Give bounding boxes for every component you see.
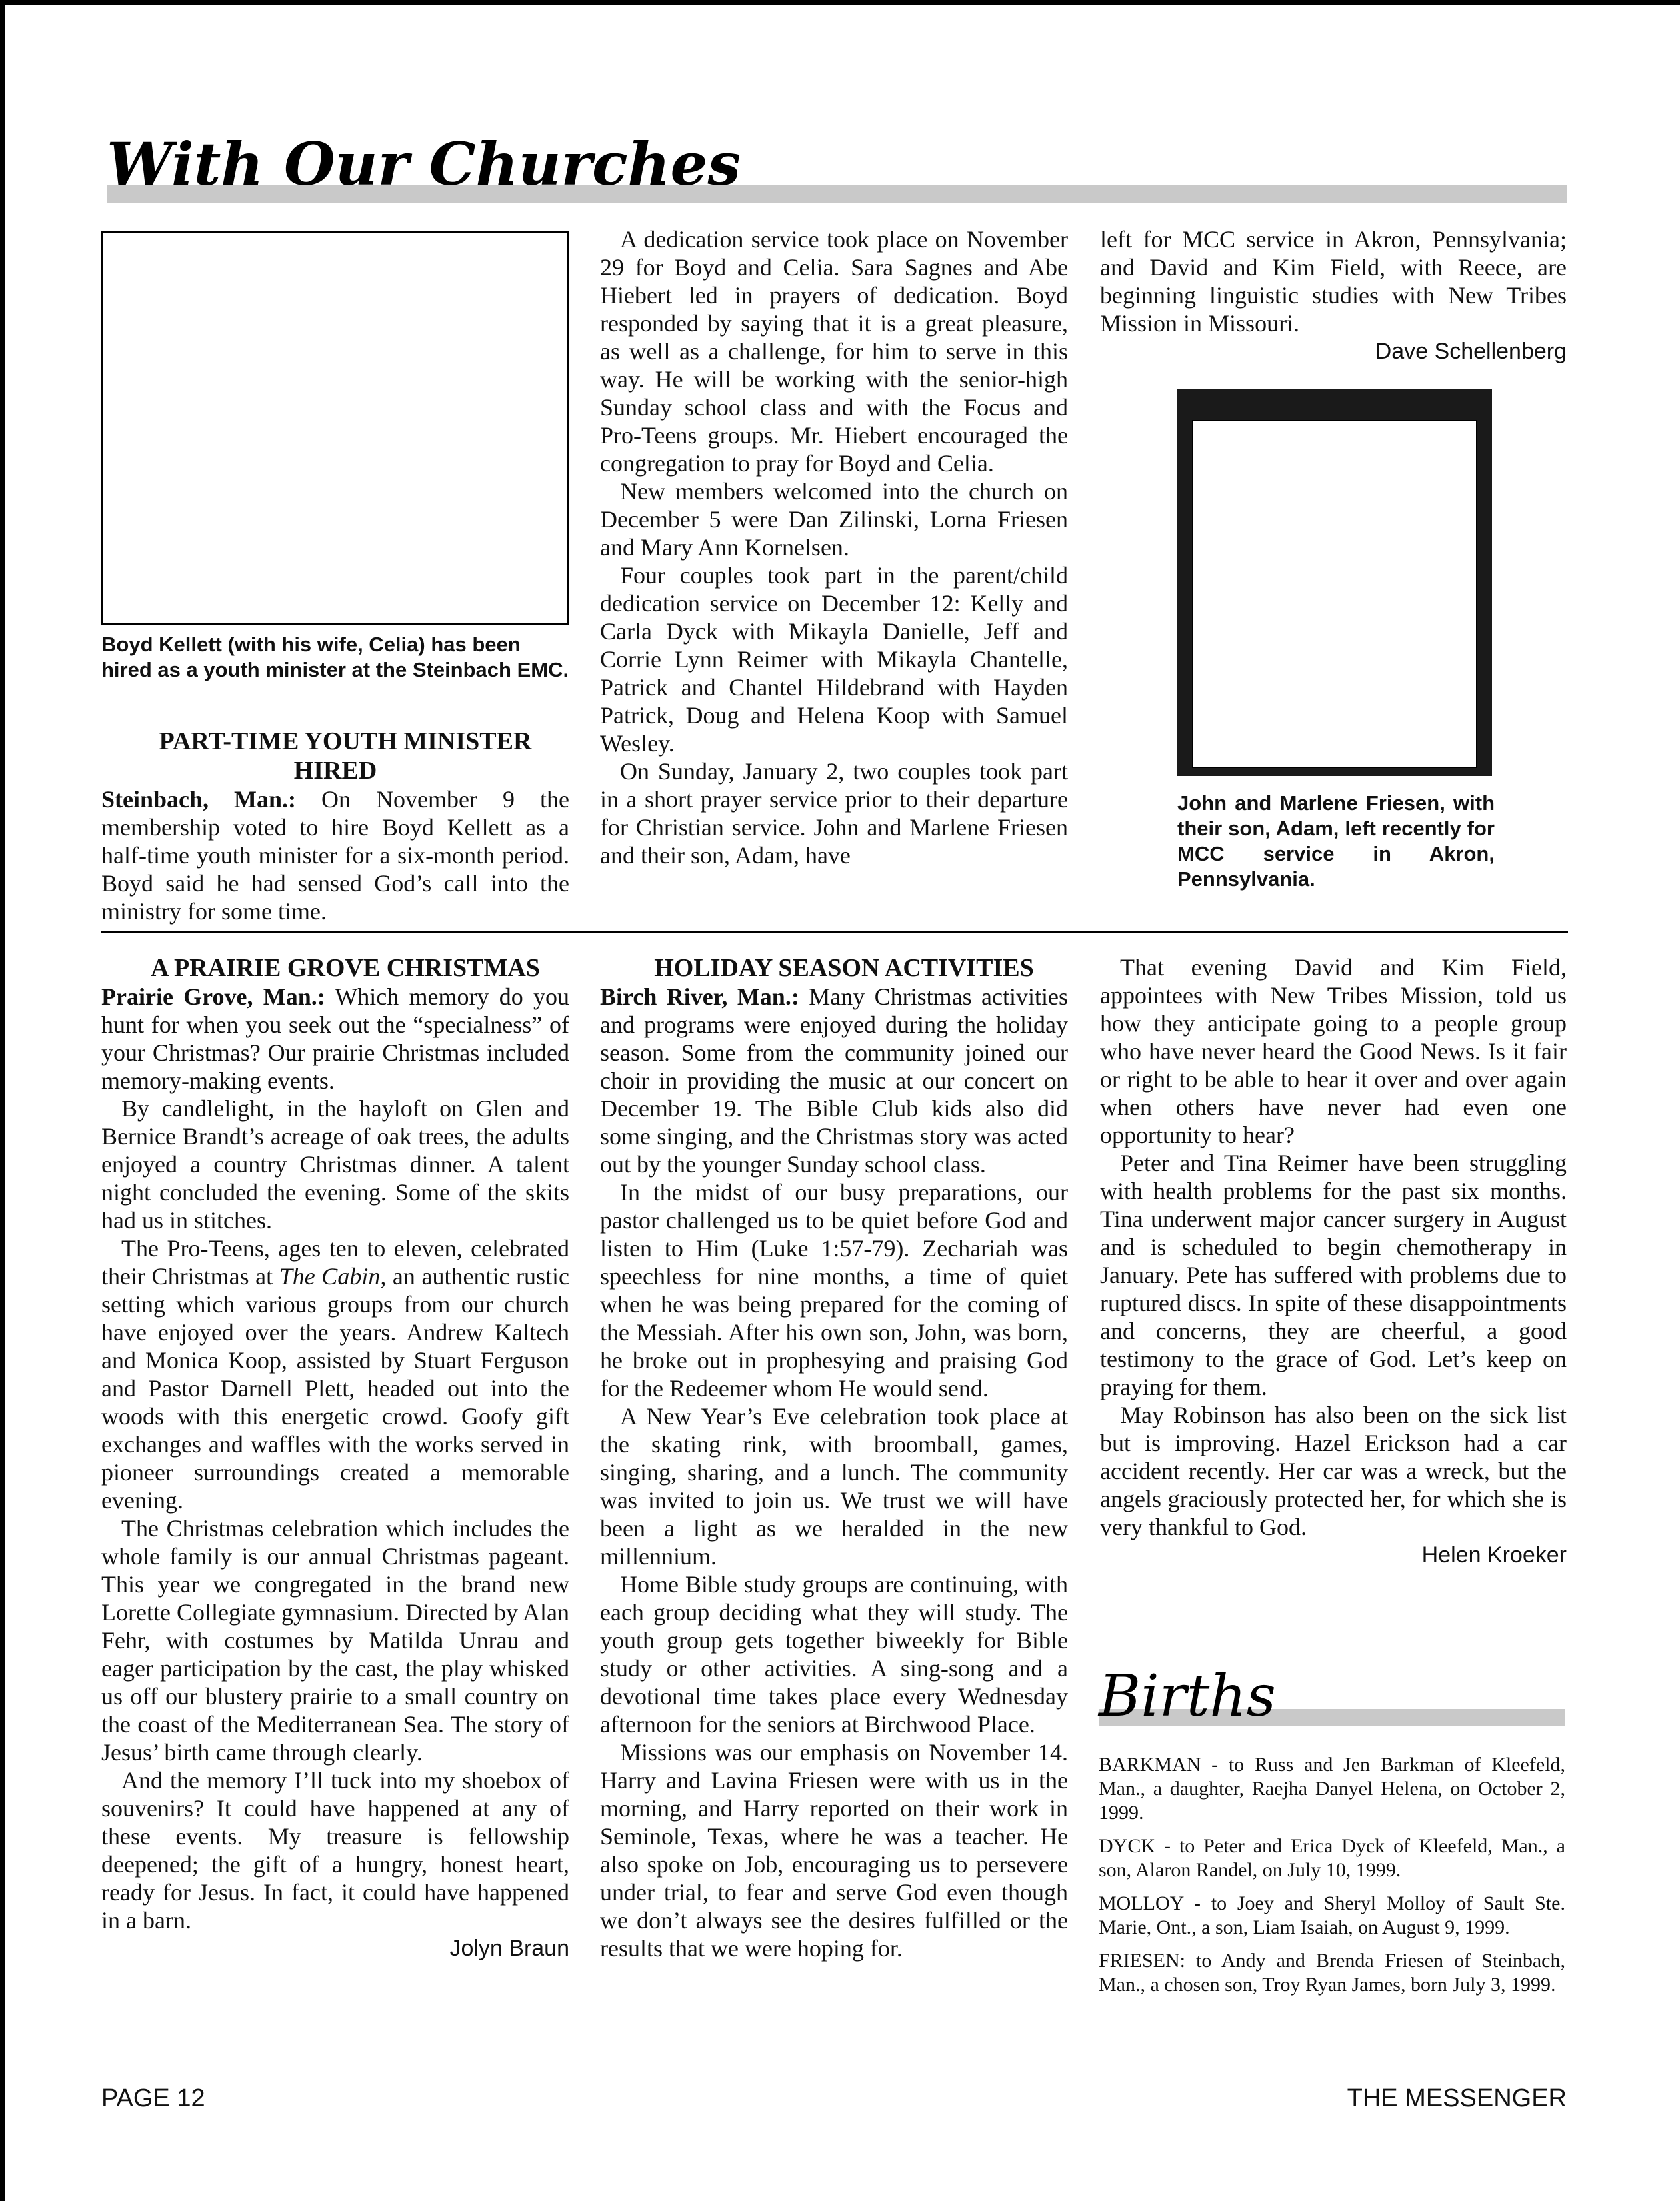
births-title: Births (1099, 1663, 1276, 1730)
photo2-inner (1192, 420, 1477, 768)
article2-p3 (101, 1234, 569, 1514)
birth-entry: DYCK - to Peter and Erica Dyck of Kleefeld, Man., a son, Alaron Randel, on July 10, 1999. (1099, 1835, 1565, 1881)
photo2-caption: John and Marlene Friesen, with their son, Adam, left recently for MCC service in Akron, Pennsylvania. (1177, 791, 1495, 891)
birth-entry: MOLLOY - to Joey and Sheryl Molloy of Sault Ste. Marie, Ont., a son, Liam Isaiah, on August 9, 1999. (1099, 1892, 1565, 1938)
birth-entry: BARKMAN - to Russ and Jen Barkman of Kleefeld, Man., a daughter, Raejha Danyel Helena, on October 2, 1999. (1099, 1754, 1565, 1824)
article1-p5a: On Sunday, January 2, two couples took part in a short prayer service prior to their departure for Christian service. John and Marlene Friesen and their son, Adam, have (600, 758, 1068, 869)
article2-byline: Jolyn Braun (449, 1936, 569, 1961)
article1-p2: A dedication service took place on November 29 for Boyd and Celia. Sara Sagnes and Abe Hiebert led in prayers of dedication. Boyd responded by saying that it is a great pleasure, as well as a challenge, for him to serve in this way. He will be working with the senior-high Sunday school class and with the Focus and Pro-Teens groups. Mr. Hiebert encouraged the congregation to pray for Boyd and Celia. (600, 226, 1068, 477)
page-number: PAGE 12 (101, 2084, 205, 2112)
article1-col3 (1100, 225, 1567, 365)
births-header (1099, 1660, 1565, 1733)
photo-boyd-kellett (101, 231, 569, 625)
photo1-caption: Boyd Kellett (with his wife, Celia) has been hired as a youth minister at the Steinbach EMC. (101, 633, 569, 681)
article3-p1-text: Many Christmas activities and programs were enjoyed during the holiday season. Some from the community joined our choir in providing the music at our concert on December 19. The Bible Club kids also did some singing, and the Christmas story was acted out by the younger Sunday school class. (600, 983, 1069, 1178)
article2-p4: The Christmas celebration which includes the whole family is our annual Christmas pageant. This year we congregated in the brand new Lorette Collegiate gymnasium. Directed by Alan Fehr, with costumes by Matilda Unrau and eager participation by the cast, the play whisked us off our blustery prairie to a small country on the coast of the Mediterranean Sea. The story of Jesus’ birth came through clearly. (101, 1515, 569, 1766)
article3-col3 (1100, 953, 1567, 1569)
article1-byline: Dave Schellenberg (1375, 339, 1567, 364)
article2-p1 (101, 983, 569, 1095)
article3-p4: Home Bible study groups are continuing, with each group deciding what they will study. The youth group gets together biweekly for Bible study or other activities. A sing-song and a devotional time takes place every Wednesday afternoon for the seniors at Birchwood Place. (600, 1571, 1068, 1738)
article2-dateline: Prairie Grove, Man.: (101, 983, 325, 1010)
article1-p1-text: On November 9 the membership voted to hire Boyd Kellett as a half-time youth minister for a six-month period. Boyd said he had sensed God’s call into the ministry for some time. (101, 786, 569, 925)
article1-dateline: Steinbach, Man.: (101, 786, 297, 813)
article3-p3: A New Year’s Eve celebration took place at the skating rink, with broomball, games, singing, sharing, and a lunch. The community was invited to join us. We trust we will have been a light as we heralded in the new millennium. (600, 1403, 1068, 1570)
article3-p8: May Robinson has also been on the sick list but is improving. Hazel Erickson had a car accident recently. Her car was a wreck, but the angels graciously protected her, for which she is very thankful to God. (1100, 1402, 1567, 1540)
article1-p5b: left for MCC service in Akron, Pennsylvania; and David and Kim Field, with Reece, are beginning linguistic studies with New Tribes Mission in Missouri. (1100, 226, 1567, 337)
article1-p4: Four couples took part in the parent/child dedication service on December 12: Kelly and Carla Dyck with Mikayla Danielle, Jeff and Corrie Lynn Reimer with Mikayla Chantelle, Patrick and Chantel Hildebrand with Hayden Patrick, Doug and Helena Koop with Samuel Wesley. (600, 562, 1068, 757)
article2-p5: And the memory I’ll tuck into my shoebox of souvenirs? It could have happened at any of these events. My treasure is fellowship deepened; the gift of a hungry, honest heart, ready for Jesus. In fact, it could have happened in a barn. (101, 1767, 569, 1934)
births-list (1099, 1753, 1565, 2006)
photo-friesen-family (1177, 389, 1492, 776)
article1-headline: PART-TIME YOUTH MINISTER HIRED (159, 727, 532, 785)
article3-p1 (600, 983, 1068, 1178)
section-title: With Our Churches (107, 129, 741, 199)
birth-entry: FRIESEN: to Andy and Brenda Friesen of Steinbach, Man., a chosen son, Troy Ryan James, born July 3, 1999. (1099, 1950, 1565, 1996)
article1-p1 (101, 785, 569, 925)
article2-p3-italic: The Cabin, (279, 1263, 387, 1290)
publication-name: THE MESSENGER (1347, 2084, 1567, 2112)
article2-p3-after: an authentic rustic setting which various groups from our church have enjoyed over the years. Andrew Kaltech and Monica Koop, assisted by Stuart Ferguson and Pastor Darnell Plett, headed out into the woods with this energetic crowd. Goofy gift exchanges and waffles with the works served in pioneer surroundings created a memorable evening. (101, 1263, 569, 1514)
article2-col (101, 953, 569, 1962)
article3-p2: In the midst of our busy preparations, our pastor challenged us to be quiet before God and listen to Him (Luke 1:57-79). Zechariah was speechless for nine months, a time of quiet when he was being prepared for the coming of the Messiah. After his own son, John, was born, he broke out in prophesying and praising God for the Redeemer whom He would send. (600, 1179, 1068, 1402)
article3-dateline: Birch River, Man.: (600, 983, 799, 1010)
section-divider (101, 931, 1568, 933)
article3-byline: Helen Kroeker (1421, 1542, 1567, 1568)
article2-headline: A PRAIRIE GROVE CHRISTMAS (151, 954, 540, 982)
article1-col1 (101, 727, 569, 925)
article3-col2 (600, 953, 1068, 1962)
article3-p5: Missions was our emphasis on November 14. Harry and Lavina Friesen were with us in the morning, and Harry reported on their work in Seminole, Texas, where he was a teacher. He also spoke on Job, encouraging us to persevere under trial, to fear and serve God even though we don’t always see the desires fulfilled or the results that we were hoping for. (600, 1739, 1068, 1962)
article1-p3: New members welcomed into the church on December 5 were Dan Zilinski, Lorna Friesen and Mary Ann Kornelsen. (600, 478, 1068, 561)
section-header (107, 124, 1567, 204)
article3-p6: That evening David and Kim Field, appointees with New Tribes Mission, told us how they anticipate going to a people group who have never heard the Good News. Is it fair or right to be able to hear it over and over again when others have never had even one opportunity to hear? (1100, 954, 1567, 1148)
article2-p3-before: The Pro-Teens, ages ten to eleven, celebrated their Christmas at (101, 1235, 569, 1290)
article3-headline: HOLIDAY SEASON ACTIVITIES (654, 954, 1034, 982)
article1-col2 (600, 225, 1068, 869)
article2-p1-text: Which memory do you hunt for when you seek out the “specialness” of your Christmas? Our prairie Christmas included memory-making events. (101, 983, 569, 1094)
article2-p2: By candlelight, in the hayloft on Glen and Bernice Brandt’s acreage of oak trees, the adults enjoyed a country Christmas dinner. A talent night concluded the evening. Some of the skits had us in stitches. (101, 1095, 569, 1234)
article3-p7: Peter and Tina Reimer have been struggling with health problems for the past six months. Tina underwent major cancer surgery in August and is scheduled to begin chemotherapy in January. Pete has suffered with problems due to ruptured discs. In spite of these disappointments and concerns, they are cheerful, a good testimony to the grace of God. Let’s keep on praying for them. (1100, 1150, 1567, 1400)
